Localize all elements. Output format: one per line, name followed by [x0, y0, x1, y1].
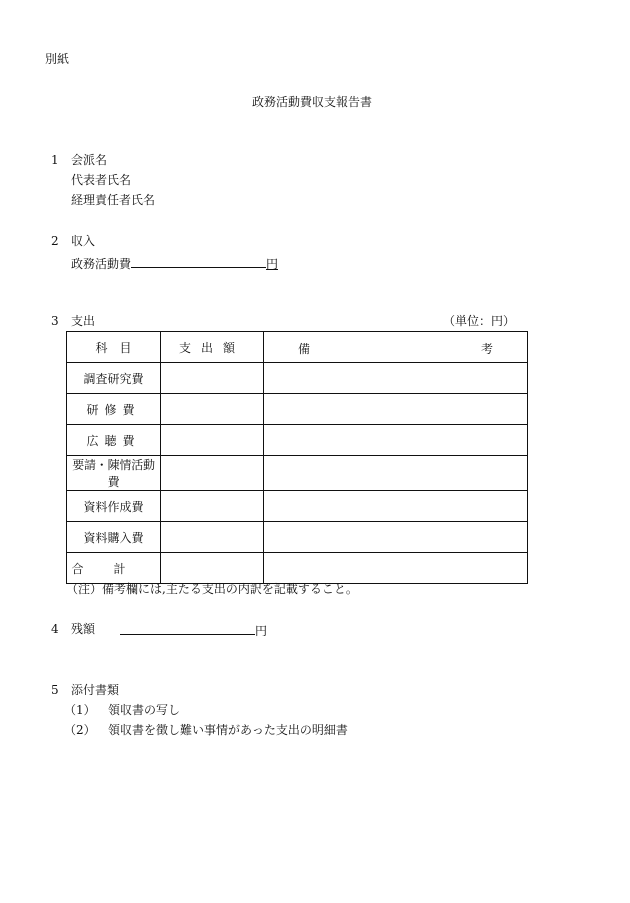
header-item: 科 目: [67, 332, 161, 363]
expenditure-table: [66, 331, 528, 584]
row-label-materials-purchase: 資料購入費: [67, 522, 161, 553]
section4-number: 4: [51, 622, 59, 636]
section2-number: 2: [51, 234, 59, 248]
row-remark-cell: [264, 394, 528, 425]
row-label-total: 合計: [67, 553, 161, 584]
section5-number: 5: [51, 683, 59, 697]
table-header-row: [67, 332, 528, 363]
attachment-item-2: 領収書を徴し難い事情があった支出の明細書: [108, 723, 348, 737]
section3-number: 3: [51, 314, 59, 328]
row-amount-cell: [161, 394, 264, 425]
expenditure-label: 支出: [71, 314, 96, 328]
table-row: [67, 394, 528, 425]
activity-fee-label: 政務活動費: [71, 257, 132, 271]
table-row: [67, 425, 528, 456]
attachment-item-1: 領収書の写し: [108, 703, 181, 717]
row-remark-cell: [264, 491, 528, 522]
header-amount: 支出額: [161, 332, 264, 363]
row-remark-cell: [264, 553, 528, 584]
attachment-item-2-number: （2）: [64, 723, 96, 737]
row-remark-cell: [264, 363, 528, 394]
row-remark-cell: [264, 425, 528, 456]
balance-label: 残額: [71, 622, 96, 636]
row-label-training: 研修費: [67, 394, 161, 425]
accounting-manager-label: 経理責任者氏名: [71, 193, 156, 207]
row-amount-cell: [161, 456, 264, 491]
row-amount-cell: [161, 553, 264, 584]
representative-name-label: 代表者氏名: [71, 173, 132, 187]
row-label-hearing: 広聴費: [67, 425, 161, 456]
attachments-label: 添付書類: [71, 683, 120, 697]
table-row: [67, 522, 528, 553]
income-label: 収入: [71, 234, 96, 248]
table-row: [67, 363, 528, 394]
balance-amount-blank: [120, 622, 255, 635]
section1-number: 1: [51, 153, 59, 167]
row-amount-cell: [161, 491, 264, 522]
row-amount-cell: [161, 363, 264, 394]
table-row: [67, 491, 528, 522]
header-remarks: [264, 332, 528, 363]
remarks-note: （注）備考欄には,主たる支出の内訳を記載すること。: [66, 582, 358, 596]
document-title: 政務活動費収支報告書: [252, 95, 373, 109]
income-unit: 円: [266, 257, 279, 271]
table-row: [67, 456, 528, 491]
row-label-petition: 要請・陳情活動費: [67, 456, 161, 491]
row-remark-cell: [264, 522, 528, 553]
header-remarks-left: 備: [298, 342, 311, 356]
row-amount-cell: [161, 425, 264, 456]
row-label-research: 調査研究費: [67, 363, 161, 394]
row-label-materials-creation: 資料作成費: [67, 491, 161, 522]
annex-label: 別紙: [45, 52, 70, 66]
faction-name-label: 会派名: [71, 153, 108, 167]
balance-unit: 円: [255, 624, 268, 638]
unit-note: （単位：円）: [443, 314, 516, 328]
header-remarks-right: 考: [480, 342, 493, 356]
row-remark-cell: [264, 456, 528, 491]
table-row: [67, 553, 528, 584]
income-line: [71, 255, 278, 271]
row-amount-cell: [161, 522, 264, 553]
balance-line: [120, 622, 267, 638]
attachment-item-1-number: （1）: [64, 703, 96, 717]
income-amount-blank: [131, 255, 266, 268]
